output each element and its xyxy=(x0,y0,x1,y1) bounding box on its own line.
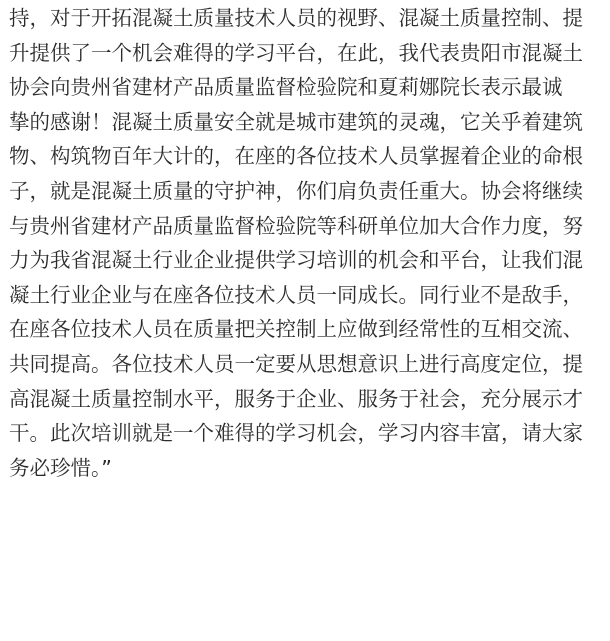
article-paragraph xyxy=(9,1,601,485)
paragraph-line: 力为我省混凝土行业企业提供学习培训的机会和平台，让我们混 xyxy=(9,248,583,273)
paragraph-line: 升提供了一个机会难得的学习平台，在此，我代表贵阳市混凝土 xyxy=(9,40,583,65)
paragraph-line: 共同提高。各位技术人员一定要从思想意识上进行高度定位，提 xyxy=(9,351,583,376)
paragraph-line: 挚的感谢！混凝土质量安全就是城市建筑的灵魂，它关乎着建筑 xyxy=(9,109,583,134)
paragraph-line: 凝土行业企业与在座各位技术人员一同成长。同行业不是敌手， xyxy=(9,282,583,307)
paragraph-line: 与贵州省建材产品质量监督检验院等科研单位加大合作力度，努 xyxy=(9,213,583,238)
paragraph-line: 物、构筑物百年大计的，在座的各位技术人员掌握着企业的命根 xyxy=(9,144,583,169)
paragraph-line: 协会向贵州省建材产品质量监督检验院和夏莉娜院长表示最诚 xyxy=(9,75,563,100)
paragraph-line: 干。此次培训就是一个难得的学习机会，学习内容丰富，请大家 xyxy=(9,421,583,446)
paragraph-line: 子，就是混凝土质量的守护神，你们肩负责任重大。协会将继续 xyxy=(9,178,583,203)
paragraph-line: 持，对于开拓混凝土质量技术人员的视野、混凝土质量控制、提 xyxy=(9,6,583,30)
paragraph-line: 务必珍惜。” xyxy=(9,455,112,480)
paragraph-line: 在座各位技术人员在质量把关控制上应做到经常性的互相交流、 xyxy=(9,317,583,342)
paragraph-line: 高混凝土质量控制水平，服务于企业、服务于社会，充分展示才 xyxy=(9,386,583,411)
